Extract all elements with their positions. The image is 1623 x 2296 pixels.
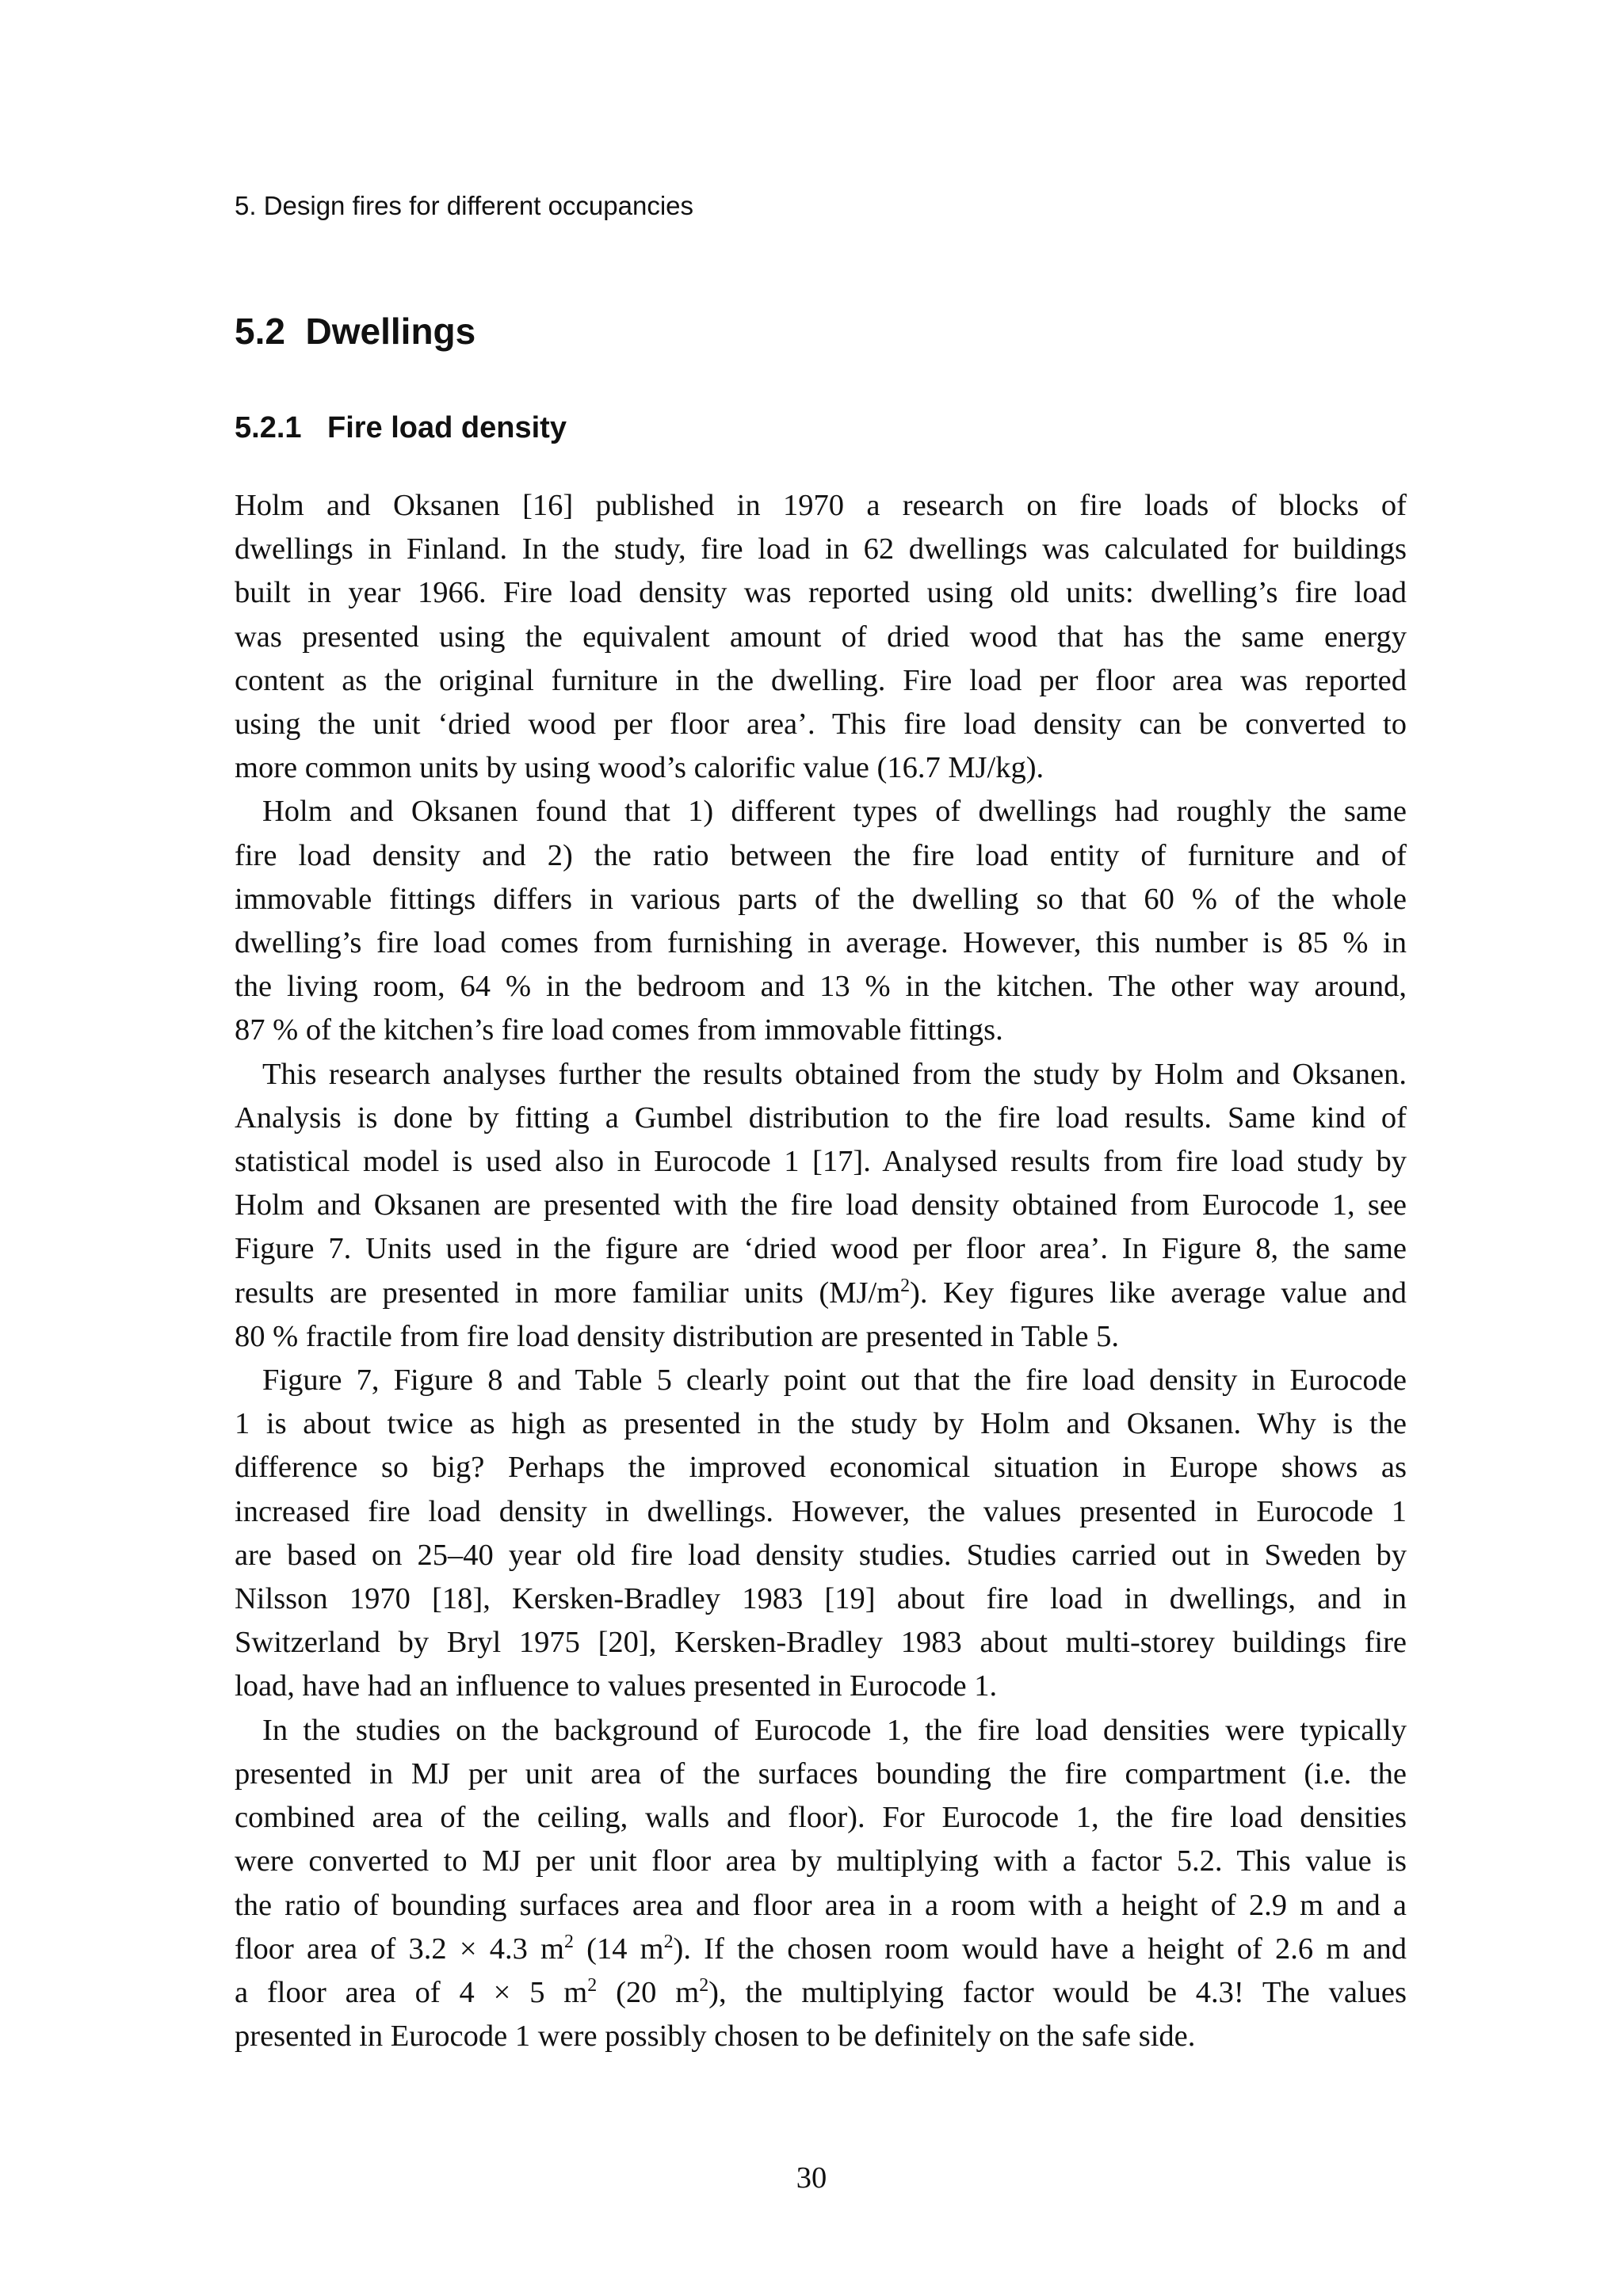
text-line: using the unit ‘dried wood per floor area’. This fire load density can be converted to [235,707,1407,742]
text-line: the ratio of bounding surfaces area and floor area in a room with a height of 2.9 m and a [235,1888,1407,1922]
text-line: more common units by using wood’s calorific value (16.7 MJ/kg). [235,751,1044,785]
text-fragment: floor area of 3.2 × 4.3 m [235,1932,565,1966]
text-line [235,1928,1407,1971]
text-line: Nilsson 1970 [18], Kersken-Bradley 1983 [19] about fire load in dwellings, and in [235,1582,1407,1616]
superscript: 2 [587,1975,598,1997]
text-line: Holm and Oksanen are presented with the fire load density obtained from Eurocode 1, see [235,1188,1407,1222]
text-line: Switzerland by Bryl 1975 [20], Kersken-Bradley 1983 about multi-storey buildings fire [235,1626,1407,1660]
page-number: 30 [796,2161,827,2195]
text-line: statistical model is used also in Eurocode 1 [17]. Analysed results from fire load study by [235,1145,1407,1179]
section-heading [235,309,475,353]
text-line: combined area of the ceiling, walls and floor). For Eurocode 1, the fire load densities [235,1801,1407,1835]
text-line: built in year 1966. Fire load density was reported using old units: dwelling’s fire load [235,576,1407,610]
text-line: the living room, 64 % in the bedroom and 13 % in the kitchen. The other way around, [235,970,1407,1004]
subsection-heading [235,409,567,447]
text-line: Figure 7, Figure 8 and Table 5 clearly point out that the fire load density in Eurocode [262,1363,1407,1398]
superscript: 2 [900,1275,911,1296]
text-line: This research analyses further the results obtained from the study by Holm and Oksanen. [262,1057,1407,1091]
paragraph-4 [235,1359,1407,1709]
text-line: 80 % fractile from fire load density distribution are presented in Table 5. [235,1319,1119,1353]
text-fragment: ). If the chosen room would have a height of 2.6 m and [673,1932,1407,1966]
superscript: 2 [699,1975,709,1997]
paragraph-3 [235,1053,1407,1359]
text-line: 87 % of the kitchen’s fire load comes from immovable fittings. [235,1013,1003,1047]
text-fragment: ). Key figures like average value and [910,1276,1407,1310]
text-line: difference so big? Perhaps the improved economical situation in Europe shows as [235,1451,1407,1485]
section-number: 5.2 [235,311,285,352]
text-line: load, have had an influence to values presented in Eurocode 1. [235,1669,998,1703]
subsection-number: 5.2.1 [235,411,302,444]
text-line: were converted to MJ per unit floor area by multiplying with a factor 5.2. This value is [235,1844,1407,1878]
text-line: was presented using the equivalent amount of dried wood that has the same energy [235,620,1407,654]
text-line: dwellings in Finland. In the study, fire load in 62 dwellings was calculated for buildings [235,532,1407,566]
section-title: Dwellings [305,311,476,352]
superscript: 2 [663,1931,674,1952]
running-header: 5. Design fires for different occupancies [235,191,694,220]
text-fragment: results are presented in more familiar units (MJ/m [235,1276,901,1310]
text-line: Analysis is done by fitting a Gumbel distribution to the fire load results. Same kind of [235,1100,1407,1135]
superscript: 2 [564,1931,574,1952]
paragraph-2 [235,790,1407,1052]
body-text [235,484,1407,2058]
text-line: Holm and Oksanen [16] published in 1970 a research on fire loads of blocks of [235,489,1407,522]
paragraph-1 [235,484,1407,790]
text-line: presented in Eurocode 1 were possibly chosen to be definitely on the safe side. [235,2019,1196,2054]
text-line: are based on 25–40 year old fire load density studies. Studies carried out in Sweden by [235,1538,1407,1572]
text-line: increased fire load density in dwellings. However, the values presented in Eurocode 1 [235,1494,1407,1528]
text-fragment: a floor area of 4 × 5 m [235,1975,588,2009]
text-line [235,1971,1407,2015]
text-fragment: ), the multiplying factor would be 4.3! The values [708,1975,1407,2009]
text-line: immovable fittings differs in various parts of the dwelling so that 60 % of the whole [235,882,1407,916]
text-line: dwelling’s fire load comes from furnishing in average. However, this number is 85 % in [235,926,1407,960]
paragraph-5 [235,1709,1407,2059]
text-fragment: (14 m [573,1932,664,1966]
text-line: presented in MJ per unit area of the surfaces bounding the fire compartment (i.e. the [235,1756,1407,1791]
text-line: Holm and Oksanen found that 1) different types of dwellings had roughly the same [262,795,1407,829]
text-line [235,1272,1407,1315]
text-line: 1 is about twice as high as presented in the study by Holm and Oksanen. Why is the [235,1407,1407,1441]
text-fragment: (20 m [597,1975,700,2009]
text-line: fire load density and 2) the ratio between the fire load entity of furniture and of [235,838,1407,872]
text-line: Figure 7. Units used in the figure are ‘dried wood per floor area’. In Figure 8, the same [235,1232,1407,1266]
subsection-title: Fire load density [327,411,567,444]
text-line: In the studies on the background of Eurocode 1, the fire load densities were typically [262,1713,1407,1747]
text-line: content as the original furniture in the dwelling. Fire load per floor area was reported [235,663,1407,697]
